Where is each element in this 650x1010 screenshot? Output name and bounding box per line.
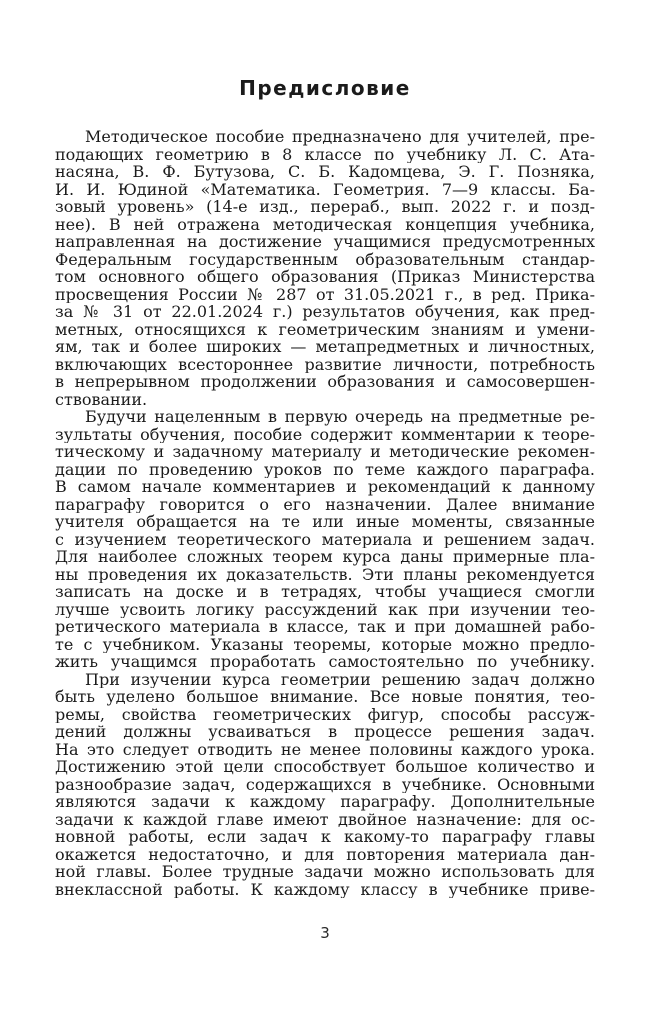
text-line: насяна, В. Ф. Бутузова, С. Б. Кадомцева, Э. Г. Позняка,	[55, 163, 595, 181]
text-line: направленная на достижение учащимися предусмотренных	[55, 233, 595, 251]
text-line: ной главы. Более трудные задачи можно использовать для	[55, 863, 595, 881]
text-line: Будучи нацеленным в первую очередь на предметные ре-	[85, 408, 595, 426]
text-line: тическому и задачному материалу и методические рекомен-	[55, 443, 595, 461]
text-line: На это следует отводить не менее половины каждого урока.	[55, 740, 595, 758]
text-line: ретического материала в классе, так и при домашней рабо-	[55, 618, 595, 636]
text-line: лучше усвоить логику рассуждений как при изучении тео-	[55, 600, 595, 618]
paragraph	[55, 128, 595, 408]
text-line: том основного общего образования (Приказ Министерства	[55, 268, 595, 286]
text-line: внеклассной работы. К каждому классу в учебнике приве-	[55, 880, 595, 898]
text-line: быть уделено большое внимание. Все новые понятия, тео-	[55, 688, 595, 706]
text-line: И. И. Юдиной «Математика. Геометрия. 7—9 классы. Ба-	[55, 180, 595, 198]
page-title: Предисловие	[239, 76, 411, 100]
text-line: При изучении курса геометрии решению задач должно	[85, 670, 595, 688]
paragraph	[55, 671, 595, 899]
text-line: ремы, свойства геометрических фигур, способы рассуж-	[55, 705, 595, 723]
paragraph	[55, 408, 595, 671]
text-line: В самом начале комментариев и рекомендаций к данному	[55, 478, 595, 496]
text-line: жить учащимся проработать самостоятельно по учебнику.	[55, 653, 595, 671]
text-line: новной работы, если задач к какому-то параграфу главы	[55, 828, 595, 846]
text-line: записать на доске и в тетрадях, чтобы учащиеся смогли	[55, 583, 595, 601]
text-line: Федеральным государственным образовательным стандар-	[55, 250, 595, 268]
text-line: дации по проведению уроков по теме каждого параграфа.	[55, 460, 595, 478]
text-line: Для наиболее сложных теорем курса даны примерные пла-	[55, 548, 595, 566]
text-line: окажется недостаточно, и для повторения материала дан-	[55, 845, 595, 863]
text-line: задачи к каждой главе имеют двойное назначение: для ос-	[55, 810, 595, 828]
text-line: в непрерывном продолжении образования и самосовершен-	[55, 373, 595, 391]
text-line: просвещения России № 287 от 31.05.2021 г., в ред. Прика-	[55, 285, 595, 303]
text-line: ны проведения их доказательств. Эти планы рекомендуется	[55, 565, 595, 583]
text-line: подающих геометрию в 8 классе по учебнику Л. С. Ата-	[55, 145, 595, 163]
text-line: ям, так и более широких — метапредметных и личностных,	[55, 338, 595, 356]
text-line: с изучением теоретического материала и решением задач.	[55, 530, 595, 548]
text-line: учителя обращается на те или иные моменты, связанные	[55, 513, 595, 531]
text-line: нее). В ней отражена методическая концепция учебника,	[55, 215, 595, 233]
text-line: ствовании.	[55, 390, 148, 408]
text-line: дений должны усваиваться в процессе решения задач.	[55, 723, 595, 741]
text-line: включающих всестороннее развитие личности, потребность	[55, 355, 595, 373]
text-block	[55, 128, 595, 898]
text-line: зовый уровень» (14-е изд., перераб., вып. 2022 г. и позд-	[55, 198, 595, 216]
text-line: являются задачи к каждому параграфу. Дополнительные	[55, 793, 595, 811]
text-line: зультаты обучения, пособие содержит комментарии к теоре-	[55, 425, 595, 443]
page-number: 3	[320, 924, 330, 942]
text-line: Достижению этой цели способствует большое количество и	[55, 758, 595, 776]
text-line: метных, относящихся к геометрическим знаниям и умени-	[55, 320, 595, 338]
text-line: за № 31 от 22.01.2024 г.) результатов обучения, как пред-	[55, 303, 595, 321]
text-line: параграфу говорится о его назначении. Далее внимание	[55, 495, 595, 513]
text-line: Методическое пособие предназначено для учителей, пре-	[85, 128, 595, 146]
text-line: разнообразие задач, содержащихся в учебнике. Основными	[55, 775, 595, 793]
text-line: те с учебником. Указаны теоремы, которые можно предло-	[55, 635, 595, 653]
